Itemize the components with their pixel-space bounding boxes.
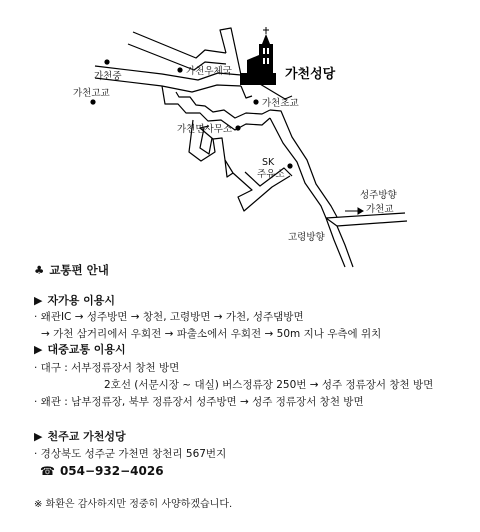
seongju-direction-label: 성주방향 [360, 190, 397, 201]
triangle-bullet-icon: ▶ [34, 430, 43, 443]
church-info-header [34, 430, 126, 443]
church-phone [40, 465, 164, 478]
church-phone-number: 054−932−4026 [59, 464, 164, 478]
car-header [34, 294, 115, 307]
wreath-note: ※ 화환은 감사하지만 정중히 사양하겠습니다. [34, 499, 233, 510]
goryeong-direction-label: 고령방향 [288, 232, 325, 243]
elementary-label: 가천초교 [262, 98, 299, 109]
post-office-label: 가천우체국 [186, 66, 232, 77]
bridge-label: 가천교 [366, 204, 394, 215]
phone-icon: ☎ [40, 464, 55, 478]
church-label: 가천성당 [285, 67, 336, 82]
township-office-label: 가천면사무소 [177, 124, 233, 135]
sk-label-line1: SK [262, 157, 275, 168]
middle-school-label: 가천중 [94, 71, 122, 82]
club-icon: ♣ [34, 263, 45, 277]
church-address: · 경상북도 성주군 가천면 창천리 567번지 [34, 448, 227, 460]
sk-label-line2: 주유소 [257, 169, 285, 180]
daegu-route-line2: 2호선 (서문시장 ~ 대실) 버스정류장 250번 → 성주 정류장서 창천 방면 [104, 379, 434, 391]
waegwan-route-line: · 왜관 : 남부정류장, 북부 정류장서 성주방면 → 성주 정류장서 창천 방면 [34, 396, 364, 408]
triangle-bullet-icon: ▶ [34, 343, 43, 356]
public-transit-header-text: 대중교통 이용시 [47, 343, 126, 356]
directions-title [34, 264, 109, 277]
car-route-line2: → 가천 삼거리에서 우회전 → 파출소에서 우회전 → 50m 지나 우측에 위치 [41, 328, 382, 340]
high-school-label: 가천고교 [73, 88, 110, 99]
car-header-text: 자가용 이용시 [47, 294, 116, 307]
daegu-route-line1: · 대구 : 서부정류장서 창천 방면 [34, 362, 180, 374]
church-info-header-text: 천주교 가천성당 [47, 430, 126, 443]
public-transit-header [34, 343, 126, 356]
triangle-bullet-icon: ▶ [34, 294, 43, 307]
directions-title-text: 교통편 안내 [49, 263, 109, 277]
car-route-line1: · 왜관IC → 성주방면 → 창천, 고령방면 → 가천, 성주댐방면 [34, 311, 304, 323]
